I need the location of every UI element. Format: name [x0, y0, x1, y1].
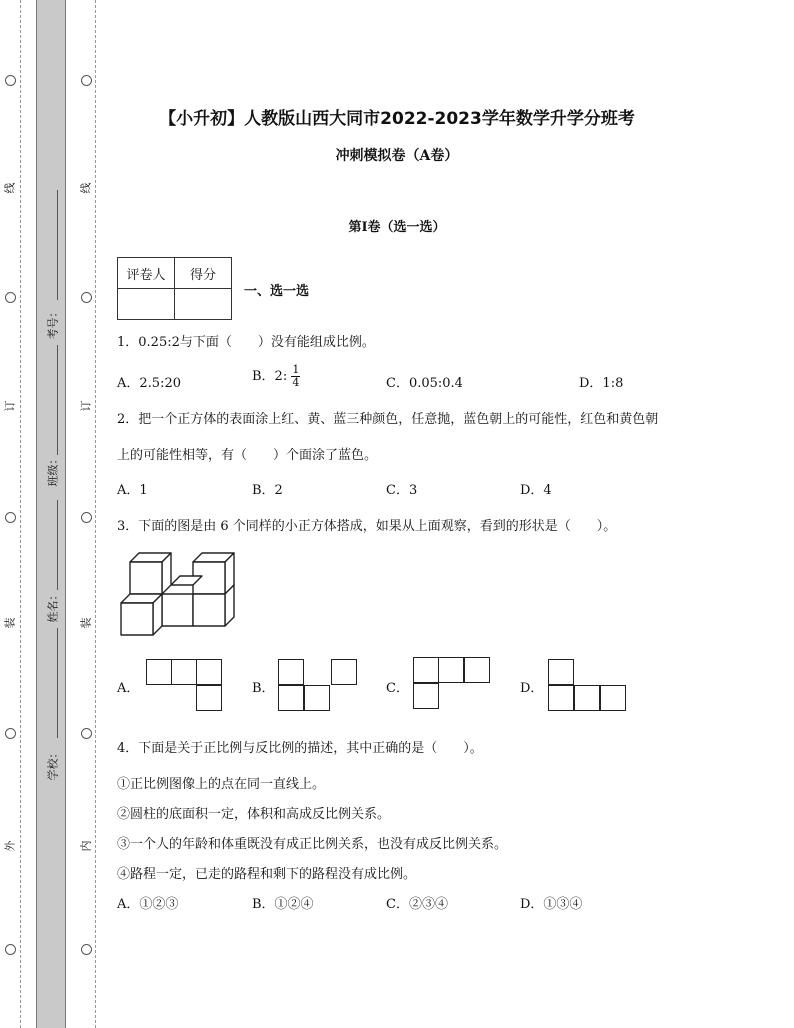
field-underline: [57, 628, 58, 738]
question-3: 3．下面的图是由 6 个同样的小正方体搭成，如果从上面观察，看到的形状是（ ）。: [117, 519, 617, 534]
margin-label-outer: 线: [3, 182, 17, 194]
cube-stack-figure: [118, 548, 242, 640]
square-cell: [413, 657, 439, 683]
margin-label-inner: 线: [79, 182, 93, 194]
q2-option-a[interactable]: A．1: [117, 483, 148, 498]
square-cell: [548, 685, 574, 711]
square-cell: [278, 685, 304, 711]
q3-option-a[interactable]: A．: [117, 681, 140, 696]
square-cell: [196, 685, 222, 711]
binding-hole: [5, 944, 16, 955]
square-cell: [278, 659, 304, 685]
q4-option-c[interactable]: C．②③④: [386, 897, 448, 912]
binding-hole: [5, 292, 16, 303]
square-cell: [600, 685, 626, 711]
q1-option-a[interactable]: A．2.5:20: [117, 376, 181, 391]
volume-heading: 第Ⅰ卷（选一选）: [348, 220, 446, 235]
name-label: 姓名：: [46, 589, 60, 623]
exam-title: 【小升初】人教版山西大同市2022-2023学年数学升学分班考: [159, 109, 635, 129]
square-cell: [574, 685, 600, 711]
question-4: 4．下面是关于正比例与反比例的描述，其中正确的是（ ）。: [117, 741, 483, 756]
q2-option-c[interactable]: C．3: [386, 483, 418, 498]
binding-hole: [5, 75, 16, 86]
q1-option-b[interactable]: [252, 364, 300, 389]
q4-option-a[interactable]: A．①②③: [117, 897, 179, 912]
margin-label-outer: 装: [3, 617, 17, 629]
square-cell: [413, 683, 439, 709]
square-cell: [196, 659, 222, 685]
exam-number-label: 考号：: [46, 306, 60, 340]
q4-statement: ①正比例图像上的点在同一直线上。: [117, 777, 326, 792]
q3-option-c[interactable]: C．: [386, 681, 409, 696]
question-1: 1．0.25:2与下面（ ）没有能组成比例。: [117, 335, 375, 350]
q1-option-c[interactable]: C．0.05:0.4: [386, 376, 463, 391]
binding-hole: [5, 728, 16, 739]
margin-label-inner: 装: [79, 617, 93, 629]
square-cell: [331, 659, 357, 685]
binding-hole: [81, 512, 92, 523]
fraction: [291, 364, 300, 389]
q1-option-b-prefix: B．2:: [252, 369, 288, 384]
square-cell: [304, 685, 330, 711]
field-underline: [57, 500, 58, 590]
square-cell: [464, 657, 490, 683]
q4-option-d[interactable]: D．①③④: [520, 897, 583, 912]
margin-label-inner: 内: [79, 840, 93, 852]
square-cell: [438, 657, 464, 683]
margin-label-inner: 订: [79, 400, 93, 412]
score-table-header: 评卷人: [118, 258, 175, 289]
q2-option-d[interactable]: D．4: [520, 483, 552, 498]
q3-option-d[interactable]: D．: [520, 681, 544, 696]
class-label: 班级：: [46, 453, 60, 487]
square-cell: [171, 659, 197, 685]
question-2-line-1: 2．把一个正方体的表面涂上红、黄、蓝三种颜色，任意抛，蓝色朝上的可能性，红色和黄色朝: [117, 412, 659, 427]
fraction-denominator: 4: [292, 376, 300, 389]
section-title: 一、选一选: [244, 284, 310, 299]
field-underline: [57, 190, 58, 300]
q4-option-b[interactable]: B．①②④: [252, 897, 314, 912]
binding-hole: [81, 75, 92, 86]
score-table: [117, 257, 232, 320]
q4-statement: ②圆柱的底面积一定，体积和高成反比例关系。: [117, 807, 391, 822]
margin-label-outer: 订: [3, 400, 17, 412]
exam-subtitle: 冲刺模拟卷（A卷）: [335, 148, 459, 164]
binding-hole: [81, 292, 92, 303]
grader-cell[interactable]: [118, 289, 175, 320]
score-table-header: 得分: [175, 258, 232, 289]
binding-hole: [81, 728, 92, 739]
q2-option-b[interactable]: B．2: [252, 483, 283, 498]
binding-hole: [5, 512, 16, 523]
q3-option-b[interactable]: B．: [252, 681, 275, 696]
question-2-line-2: 上的可能性相等，有（ ）个面涂了蓝色。: [117, 448, 378, 463]
margin-label-outer: 外: [3, 840, 17, 852]
field-underline: [57, 345, 58, 455]
q4-statement: ③一个人的年龄和体重既没有成正比例关系，也没有成反比例关系。: [117, 837, 508, 852]
square-cell: [146, 659, 172, 685]
q1-option-d[interactable]: D．1:8: [579, 376, 624, 391]
square-cell: [548, 659, 574, 685]
q4-statement: ④路程一定，已走的路程和剩下的路程没有成比例。: [117, 867, 417, 882]
school-label: 学校：: [46, 747, 60, 781]
fraction-numerator: 1: [292, 363, 300, 376]
binding-hole: [81, 944, 92, 955]
score-cell[interactable]: [175, 289, 232, 320]
